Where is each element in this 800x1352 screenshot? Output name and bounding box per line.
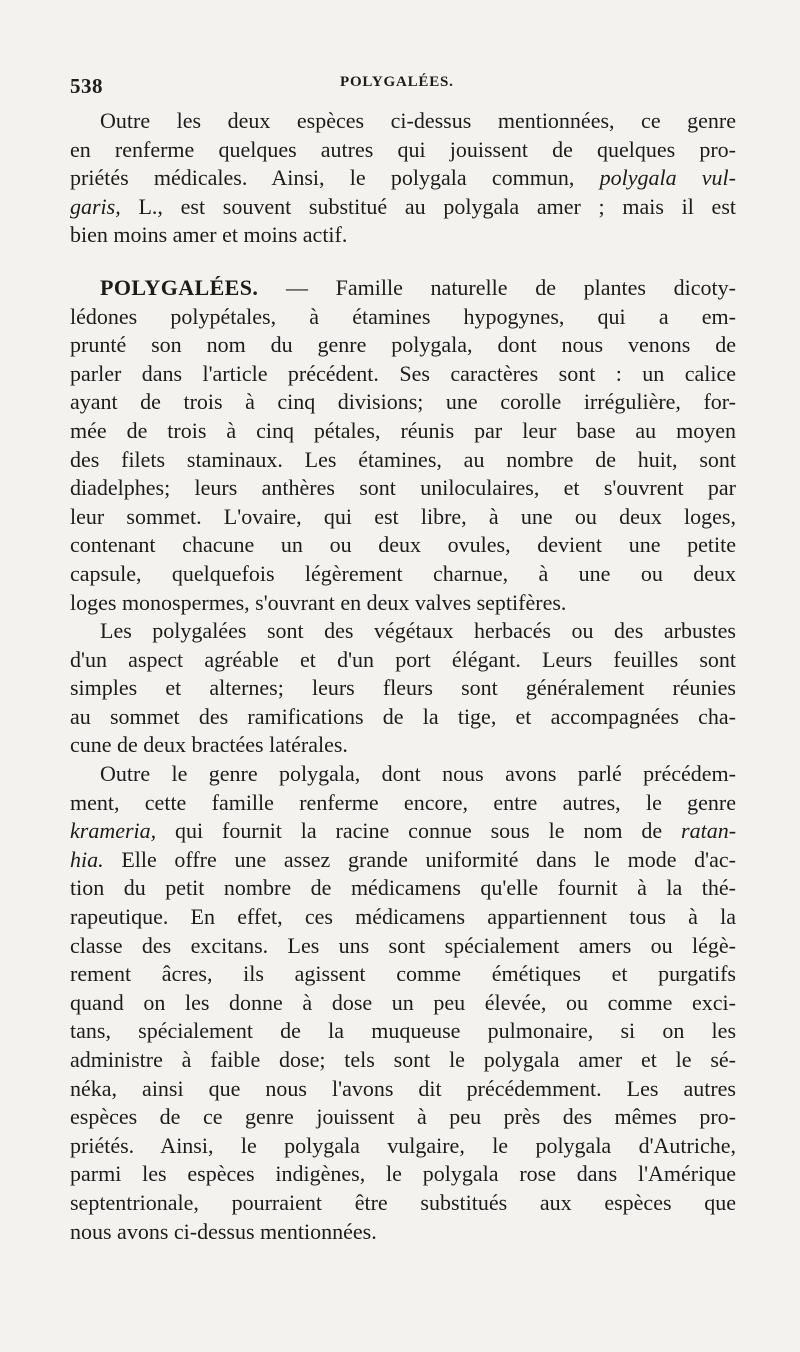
- paragraph-gap: [70, 250, 736, 274]
- text-line: [70, 989, 736, 1018]
- text-line: [70, 874, 736, 903]
- italic-term: garis,: [70, 193, 121, 219]
- text-span: mée de trois à cinq pétales, réunis par leur base au moyen: [70, 417, 736, 443]
- text-line: [70, 789, 736, 818]
- text-line: [70, 331, 736, 360]
- text-line: [70, 646, 736, 675]
- text-span: nous avons ci-dessus mentionnées.: [70, 1218, 377, 1244]
- text-span: Les polygalées sont des végétaux herbacés ou des arbustes: [100, 618, 736, 644]
- text-span: parler dans l'article précédent. Ses caractères sont : un calice: [70, 360, 736, 386]
- text-line: [70, 274, 736, 303]
- paragraph-intro: [70, 107, 736, 250]
- text-line: [70, 1103, 736, 1132]
- text-span: simples et alternes; leurs fleurs sont généralement réunies: [70, 675, 736, 701]
- text-span: Outre le genre polygala, dont nous avons parlé précédem-: [100, 761, 736, 787]
- text-line: [70, 1160, 736, 1189]
- text-line: [70, 360, 736, 389]
- text-line: [70, 760, 736, 789]
- text-span: septentrionale, pourraient être substitués aux espèces que: [70, 1189, 736, 1215]
- text-span: diadelphes; leurs anthères sont uniloculaires, et s'ouvrent par: [70, 475, 736, 501]
- text-span: rapeutique. En effet, ces médicamens appartiennent tous à la: [70, 904, 736, 930]
- page-header: [70, 74, 736, 98]
- text-span: d'un aspect agréable et d'un port élégant. Leurs feuilles sont: [70, 646, 736, 672]
- italic-term: ratan-: [681, 818, 736, 844]
- text-line: [70, 164, 736, 193]
- text-span: tion du petit nombre de médicamens qu'elle fournit à la thé-: [70, 875, 736, 901]
- text-line: [70, 1046, 736, 1075]
- page-number: 538: [70, 74, 103, 98]
- text-span: ayant de trois à cinq divisions; une corolle irrégulière, for-: [70, 389, 736, 415]
- text-span: parmi les espèces indigènes, le polygala rose dans l'Amérique: [70, 1161, 736, 1187]
- text-span: bien moins amer et moins actif.: [70, 222, 348, 248]
- paragraph-polygalees-entry: [70, 274, 736, 617]
- text-line: [70, 221, 736, 250]
- text-line: [70, 388, 736, 417]
- text-span: des filets staminaux. Les étamines, au nombre de huit, sont: [70, 446, 736, 472]
- text-span: Outre les deux espèces ci-dessus mentionnées, ce genre: [100, 108, 736, 133]
- italic-term: krameria,: [70, 818, 157, 844]
- text-span: priétés médicales. Ainsi, le polygala commun,: [70, 165, 575, 191]
- text-span: leur sommet. L'ovaire, qui est libre, à une ou deux loges,: [70, 503, 736, 529]
- text-span: ment, cette famille renferme encore, entre autres, le genre: [70, 789, 736, 815]
- paragraph-description: [70, 617, 736, 760]
- text-line: [70, 531, 736, 560]
- text-line: [70, 703, 736, 732]
- text-line: [70, 1075, 736, 1104]
- text-span: classe des excitans. Les uns sont spécialement amers ou légè-: [70, 932, 736, 958]
- text-span: au sommet des ramifications de la tige, et accompagnées cha-: [70, 703, 736, 729]
- text-line: [70, 617, 736, 646]
- text-span: L., est souvent substitué au polygala amer ; mais il est: [138, 193, 736, 219]
- text-span: qui fournit la racine connue sous le nom de: [175, 818, 663, 844]
- text-line: [70, 932, 736, 961]
- text-span: — Famille naturelle de plantes dicoty-: [285, 274, 736, 300]
- text-span: prunté son nom du genre polygala, dont nous venons de: [70, 332, 736, 358]
- text-span: en renferme quelques autres qui jouissent de quelques pro-: [70, 136, 736, 162]
- italic-term: hia.: [70, 846, 104, 872]
- text-line: [70, 589, 736, 618]
- text-line: [70, 193, 736, 222]
- text-line: [70, 903, 736, 932]
- text-span: tans, spécialement de la muqueuse pulmonaire, si on les: [70, 1018, 736, 1044]
- text-line: [70, 417, 736, 446]
- text-line: [70, 446, 736, 475]
- text-line: [70, 1189, 736, 1218]
- text-line: [70, 107, 736, 136]
- text-line: [70, 846, 736, 875]
- text-span: espèces de ce genre jouissent à peu près des mêmes pro-: [70, 1104, 736, 1130]
- text-line: [70, 674, 736, 703]
- text-span: rement âcres, ils agissent comme émétiques et purgatifs: [70, 961, 736, 987]
- text-line: [70, 503, 736, 532]
- entry-heading: POLYGALÉES.: [100, 274, 259, 300]
- text-span: capsule, quelquefois légèrement charnue, à une ou deux: [70, 560, 736, 586]
- text-span: quand on les donne à dose un peu élevée, ou comme exci-: [70, 989, 736, 1015]
- text-line: [70, 731, 736, 760]
- text-span: priétés. Ainsi, le polygala vulgaire, le polygala d'Autriche,: [70, 1132, 736, 1158]
- text-span: cune de deux bractées latérales.: [70, 732, 348, 758]
- text-line: [70, 303, 736, 332]
- text-line: [70, 960, 736, 989]
- text-line: [70, 1218, 736, 1247]
- text-line: [70, 1132, 736, 1161]
- text-span: Elle offre une assez grande uniformité dans le mode d'ac-: [121, 846, 736, 872]
- text-line: [70, 560, 736, 589]
- text-span: néka, ainsi que nous l'avons dit précédemment. Les autres: [70, 1075, 736, 1101]
- text-line: [70, 1017, 736, 1046]
- italic-term: polygala vul-: [599, 165, 736, 191]
- text-line: [70, 474, 736, 503]
- paragraph-medicinal-use: [70, 760, 736, 1246]
- text-span: lédones polypétales, à étamines hypogynes, qui a em-: [70, 303, 736, 329]
- text-span: loges monospermes, s'ouvrant en deux valves septifères.: [70, 589, 567, 615]
- text-span: contenant chacune un ou deux ovules, devient une petite: [70, 532, 736, 558]
- body-text: [70, 107, 736, 1246]
- text-line: [70, 817, 736, 846]
- text-span: administre à faible dose; tels sont le polygala amer et le sé-: [70, 1047, 736, 1072]
- text-line: [70, 136, 736, 165]
- running-head: POLYGALÉES.: [340, 74, 454, 90]
